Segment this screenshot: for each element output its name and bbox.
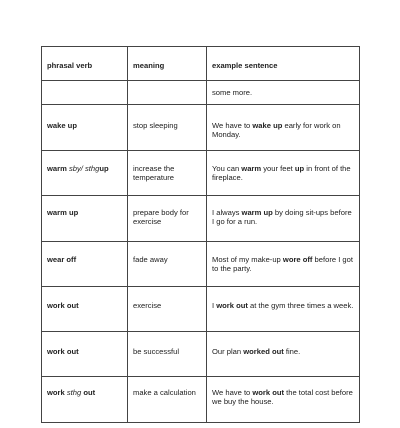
cell-example: You can warm your feet up in front of the fireplace. — [207, 151, 360, 196]
cell-example: I work out at the gym three times a week. — [207, 287, 360, 332]
table-row — [42, 105, 360, 151]
cell-meaning: increase the temperature — [128, 151, 207, 196]
table-row — [42, 242, 360, 287]
cell-meaning: make a calculation — [128, 377, 207, 423]
table-row — [42, 377, 360, 423]
cell-example: Most of my make-up wore off before I got to the party. — [207, 242, 360, 287]
cell-example: some more. — [207, 81, 360, 105]
cell-meaning: be successful — [128, 332, 207, 377]
cell-phrasal-verb: wake up — [42, 105, 128, 151]
cell-meaning: fade away — [128, 242, 207, 287]
cell-meaning: prepare body for exercise — [128, 196, 207, 242]
header-phrasal-verb: phrasal verb — [42, 47, 128, 81]
cell-meaning: stop sleeping — [128, 105, 207, 151]
table-row — [42, 196, 360, 242]
cell-phrasal-verb: work out — [42, 287, 128, 332]
cell-example: We have to wake up early for work on Monday. — [207, 105, 360, 151]
cell-example: I always warm up by doing sit-ups before I go for a run. — [207, 196, 360, 242]
table-row — [42, 151, 360, 196]
header-meaning: meaning — [128, 47, 207, 81]
table-row — [42, 332, 360, 377]
cell-phrasal-verb: work out — [42, 332, 128, 377]
cell-phrasal-verb: wear off — [42, 242, 128, 287]
cell-phrasal-verb: warm sby/ sthgup — [42, 151, 128, 196]
table-row — [42, 287, 360, 332]
cell-phrasal-verb: work sthg out — [42, 377, 128, 423]
phrasal-verb-table — [41, 46, 360, 423]
header-example-sentence: example sentence — [207, 47, 360, 81]
cell-example: We have to work out the total cost before we buy the house. — [207, 377, 360, 423]
cell-meaning: exercise — [128, 287, 207, 332]
cell-example: Our plan worked out fine. — [207, 332, 360, 377]
table-row — [42, 81, 360, 105]
cell-phrasal-verb — [42, 81, 128, 105]
cell-phrasal-verb: warm up — [42, 196, 128, 242]
table-header-row — [42, 47, 360, 81]
cell-meaning — [128, 81, 207, 105]
